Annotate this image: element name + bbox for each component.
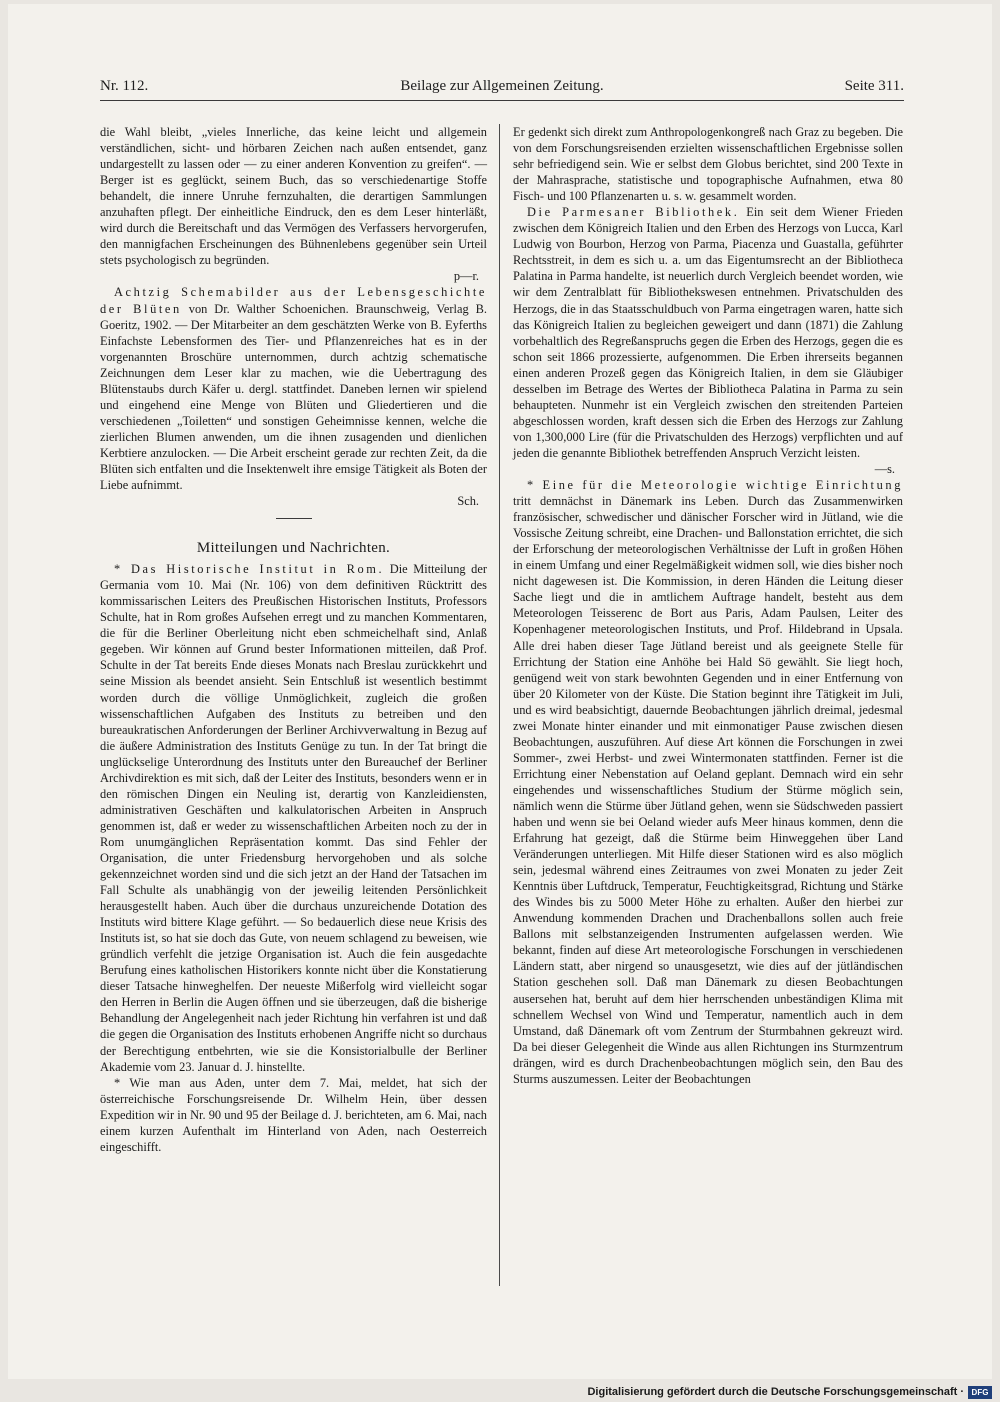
section-heading: Mitteilungen und Nachrichten.	[196, 540, 391, 557]
page-number: Seite 311.	[844, 78, 904, 94]
header-rule	[100, 100, 904, 101]
dfg-logo-icon: DFG	[968, 1386, 992, 1399]
review-body: von Dr. Walther Schoenichen. Braunschweig, Verlag B. Goeritz, 1902. — Der Mitarbeiter an dem geschätzten Werke von B. Eyferths Einfachste Lebensformen des Tier- und Pflanzenreiches hat es in der vorgenannten Broschüre unternommen, durch achtzig schematische Zeichnungen dem Leser klar zu machen, wie die Uebertragung des Blütenstaubs durch Käfer u. dergl. stattfindet. Daneben lernen wir spielend und eingehend eine Menge von Blüten und Gliedertieren und die verschiedenen „Toiletten“ und sonstigen Geheimnisse kennen, welche die zierlichen Blumen anwenden, um die ihnen zusagenden und dienlichen Kerbtiere anzulocken. — Die Arbeit erscheint gerade zur rechten Zeit, da die Blüten sich entfalten und die Insektenwelt ihre emsige Tätigkeit als Boten der Liebe aufnimmt.	[100, 301, 487, 493]
meteo-paragraph	[513, 477, 903, 1087]
institut-title: * Das Historische Institut in Rom.	[114, 562, 385, 577]
issue-number: Nr. 112.	[100, 78, 149, 94]
aden-paragraph: * Wie man aus Aden, unter dem 7. Mai, meldet, hat sich der österreichische Forschungsreisende Dr. Wilhelm Hein, über dessen Expedition wir in Nr. 90 und 95 der Beilage d. J. berichteten, am 6. Mai, nach einem kurzen Aufenthalt im Hinterland von Aden, nach Oesterreich eingeschifft.	[100, 1075, 487, 1154]
column-divider	[499, 124, 500, 1286]
review-signature: Sch.	[457, 494, 479, 509]
meteo-body: tritt demnächst in Dänemark ins Leben. Durch das Zusammenwirken französischer, schwedischer und dänischer Forscher wird in Jütland, wie die Vossische Zeitung schreibt, eine Drachen- und Ballonstation errichtet, die sich der Erforschung der meteorologischen Verhältnisse der Luft in großen Höhen in einem Umfang und einer Regelmäßigkeit widmen soll, wie dies bisher noch nicht dagewesen ist. Die Kommission, in deren Händen die Leitung dieser Sache liegt und die in amtlichem Auftrage handelt, besteht aus dem Meteorologen Teisserenc de Bort aus Paris, Adam Paulsen, Leiter des Kopenhagener meteorologischen Instituts, und Prof. Hildebrand in Upsala. Alle drei haben dieser Tage Jütland bereist und als geeignete Stelle für Errichtung der Station eine Anhöhe bei Hald Sö gewählt. Sie liegt hoch, genügend weit von stark bewohnten Gegenden und in einer Entfernung von über 20 Kilometer von der Küste. Die Station beginnt ihre Tätigkeit im Juli, und es wird beabsichtigt, dauernde Beobachtungen jährlich dreimal, jedesmal zwei Monate hinter einander und mit einmonatiger Pause zwischen diesen Beobachtungen, auszuführen. Auf diese Art können die Forschungen in zwei Sommer-, zwei Herbst- und zwei Wintermonaten stattfinden. Ferner ist die Errichtung einer Nebenstation auf Oeland geplant. Demnach wird ein sehr eingehendes und wissenschaftliches Studium der Stürme möglich sein, nämlich wenn die Stürme über Jütland gehen, wenn sie Südschweden passiert haben und wenn sie bei Oeland wieder aufs Meer hinaus kommen, denn die Erfahrung hat gezeigt, daß die Stürme beim Hinweggehen über Land Veränderungen unterliegen. Mit Hilfe dieser Stationen wird es also möglich sein, jedesmal während eines Zeitraumes von zwei Monaten zu jeder Zeit Kenntnis über Luftdruck, Temperatur, Feuchtigkeitsgrad, Richtung und Stärke des Windes bis zu 5000 Meter Höhe zu erhalten. Außer den hierbei zur Anwendung kommenden Drachen und Drachenballons sollen auch freie Ballons mit selbstanzeigenden Instrumenten aufgelassen werden. Wie bekannt, finden auf diese Art meteorologische Forschungen in verschiedenen Ländern statt, aber nirgend so unausgesetzt, wie dies auf der jütländischen Station geschehen soll. Daß man Dänemark zu diesen Beobachtungen ausersehen hat, beruht auf dem hier herrschenden unbeständigen Klima mit schnellem Wechsel von Wind und Temperatur, namentlich auch in dem Umstand, daß Dänemark oft vom Zentrum der Sturmbahnen gekreuzt wird. Da bei dieser Gelegenheit die Winde aus allen Richtungen ins Sturmzentrum drängen, wird es durch Drachenbeobachtungen möglich sein, den Bau des Sturms auszumessen. Leiter der Beobachtungen	[513, 494, 903, 1086]
institut-paragraph	[100, 561, 487, 1075]
meteo-title: * Eine für die Meteorologie wichtige Einrichtung	[527, 478, 903, 493]
article-signature: p—r.	[453, 269, 479, 284]
left-column	[100, 124, 487, 1155]
section-divider	[276, 518, 312, 519]
parma-paragraph	[513, 204, 903, 461]
continuation-paragraph: die Wahl bleibt, „vieles Innerliche, das keine leicht und allgemein verständlichen, sicht- und hörbaren Zeichen nach außen entsendet, ganz undargestellt zu lassen oder — zu einer anderen Konvention zu greifen“. — Berger ist es geglückt, seinem Buch, das so verschiedenartige Stoffe behandelt, die innere Unruhe fernzuhalten, die derartigen Sammlungen anzuhaften pflegt. Der einheitliche Eindruck, den es dem Leser hinterläßt, wird durch die Bereitschaft und das Vermögen des Verfassers hervorgerufen, den mannigfachen Erscheinungen des Bühnenlebens gegenüber sein Urteil stets psychologisch zu begründen.	[100, 125, 487, 268]
digitization-footer	[0, 1384, 1000, 1402]
review-title: Achtzig Schemabilder aus der Lebensgeschichte der Blüten	[100, 285, 487, 316]
parma-signature: —s.	[874, 461, 895, 476]
funding-credit: Digitalisierung gefördert durch die Deutsche Forschungsgemeinschaft ·	[587, 1386, 964, 1398]
supplement-title: Beilage zur Allgemeinen Zeitung.	[400, 78, 604, 94]
review-paragraph	[100, 284, 487, 493]
page-header	[100, 78, 904, 100]
parma-body: Ein seit dem Wiener Frieden zwischen dem Königreich Italien und den Erben des Herzogs von Lucca, Karl Ludwig von Bourbon, Herzog von Parma, Piacenza und Guastalla, geführter Rechtsstreit, in dem es sich u. a. um das Eigentumsrecht an der Bibliotheca Palatina in Parma handelte, ist neuerlich durch Vergleich beendet worden, wie wir dem Zentralblatt für Bibliothekswesen entnehmen. Privatschulden des Herzogs, die in das Staatsschuldbuch von Parma eingetragen waren, hatte sich das Königreich Italien zu begleichen geweigert und dann (1871) die Zahlung vorbehaltlich des Regreßanspruchs gegen die Erben des Herzogs, gegen die es schon seit 1866 prozessierte, aufgenommen. Die Erben ihrerseits begannen einen anderen Prozeß gegen das Königreich Italien, in dem sie Gläubiger desselben im Betrage des Wertes der Bibliotheca Palatina in Parma zu sein behaupteten. Nunmehr ist ein Vergleich zwischen den streitenden Parteien abgeschlossen worden, kraft dessen sich die Erben des Herzogs zur Zahlung von 1,300,000 Lire (für die Privatschulden des Herzogs) verpflichten und auf jeden die genannte Bibliothek betreffenden Anspruch Verzicht leisten.	[513, 205, 903, 460]
right-column	[513, 124, 903, 1087]
continuation-paragraph: Er gedenkt sich direkt zum Anthropologenkongreß nach Graz zu begeben. Die von dem Forschungsreisenden erzielten wissenschaftlichen Ergebnisse sollen sehr befriedigend sein. Wie er selbst dem Globus berichtet, sind 200 Texte in der Mahrasprache, statistische und topographische Aufnahmen, etwa 80 Fisch- und 100 Pflanzenarten u. s. w. gesammelt worden.	[513, 125, 903, 204]
parma-title: Die Parmesaner Bibliothek.	[527, 205, 740, 220]
institut-body: Die Mitteilung der Germania vom 10. Mai (Nr. 106) von dem definitiven Rücktritt des kommissarischen Leiters des Preußischen Historischen Instituts, Professors Schulte, hat in Rom großes Aufsehen erregt und zu manchen Kommentaren, die für die Berliner Oberleitung nicht eben schmeichelhaft sind, Anlaß gegeben. Wir können auf Grund bester Informationen mitteilen, daß Prof. Schulte in der Tat bereits Ende dieses Monats nach Breslau zurückkehrt und seine Mission als beendet ansieht. Sein Entschluß ist wesentlich bestimmt worden durch die völlige Unmöglichkeit, zugleich die großen wissenschaftlichen Aufgaben des Instituts zu betreiben und den bureaukratischen Anforderungen der Berliner Archivverwaltung in Bezug auf die äußere Administration des Instituts Genüge zu tun. In der Tat bringt die unglückselige Unterordnung des Instituts unter den Bureauchef der Berliner Archivdirektion es mit sich, daß der Leiter des Instituts, besonders wenn er in den römischen Dingen ein Neuling ist, derartig von Kanzleidiensten, administrativen Geschäften und kalkulatorischen Arbeiten in Anspruch genommen ist, daß er weder zu wissenschaftlichen Arbeiten noch zu der in Rom unumgänglichen Repräsentation kommt. Das sind Fehler der Organisation, die unter Friedensburg hervorgehoben und als solche gekennzeichnet worden sind und die sich jetzt an der Hand der Tatsachen im Fall Schulte als unabhängig von der jeweilig leitenden Persönlichkeit herausgestellt haben. Auch über die durchaus unzureichende Dotation des Instituts wird bittere Klage geführt. — So bedauerlich diese neue Krisis des Instituts ist, so hat sie doch das Gute, von neuem schlagend zu beweisen, wie gründlich verfehlt die jetzige Organisation ist. Auch die fein ausgedachte Berufung eines katholischen Historikers konnte nicht über die Konstatierung dieser Tatsache hinweghelfen. Der neueste Mißerfolg wird vielleicht sogar den Herren in Berlin die Augen öffnen und sie überzeugen, daß die bisherige Behandlung der Angelegenheit nach jeder Richtung hin verfahren ist und daß die gegen die Organisation des Instituts erhobenen Angriffe nicht so durchaus der Berechtigung entbehrten, wie sie die Konsistorialbulle der Berliner Akademie vom 23. Januar d. J. hinstellte.	[100, 562, 487, 1074]
